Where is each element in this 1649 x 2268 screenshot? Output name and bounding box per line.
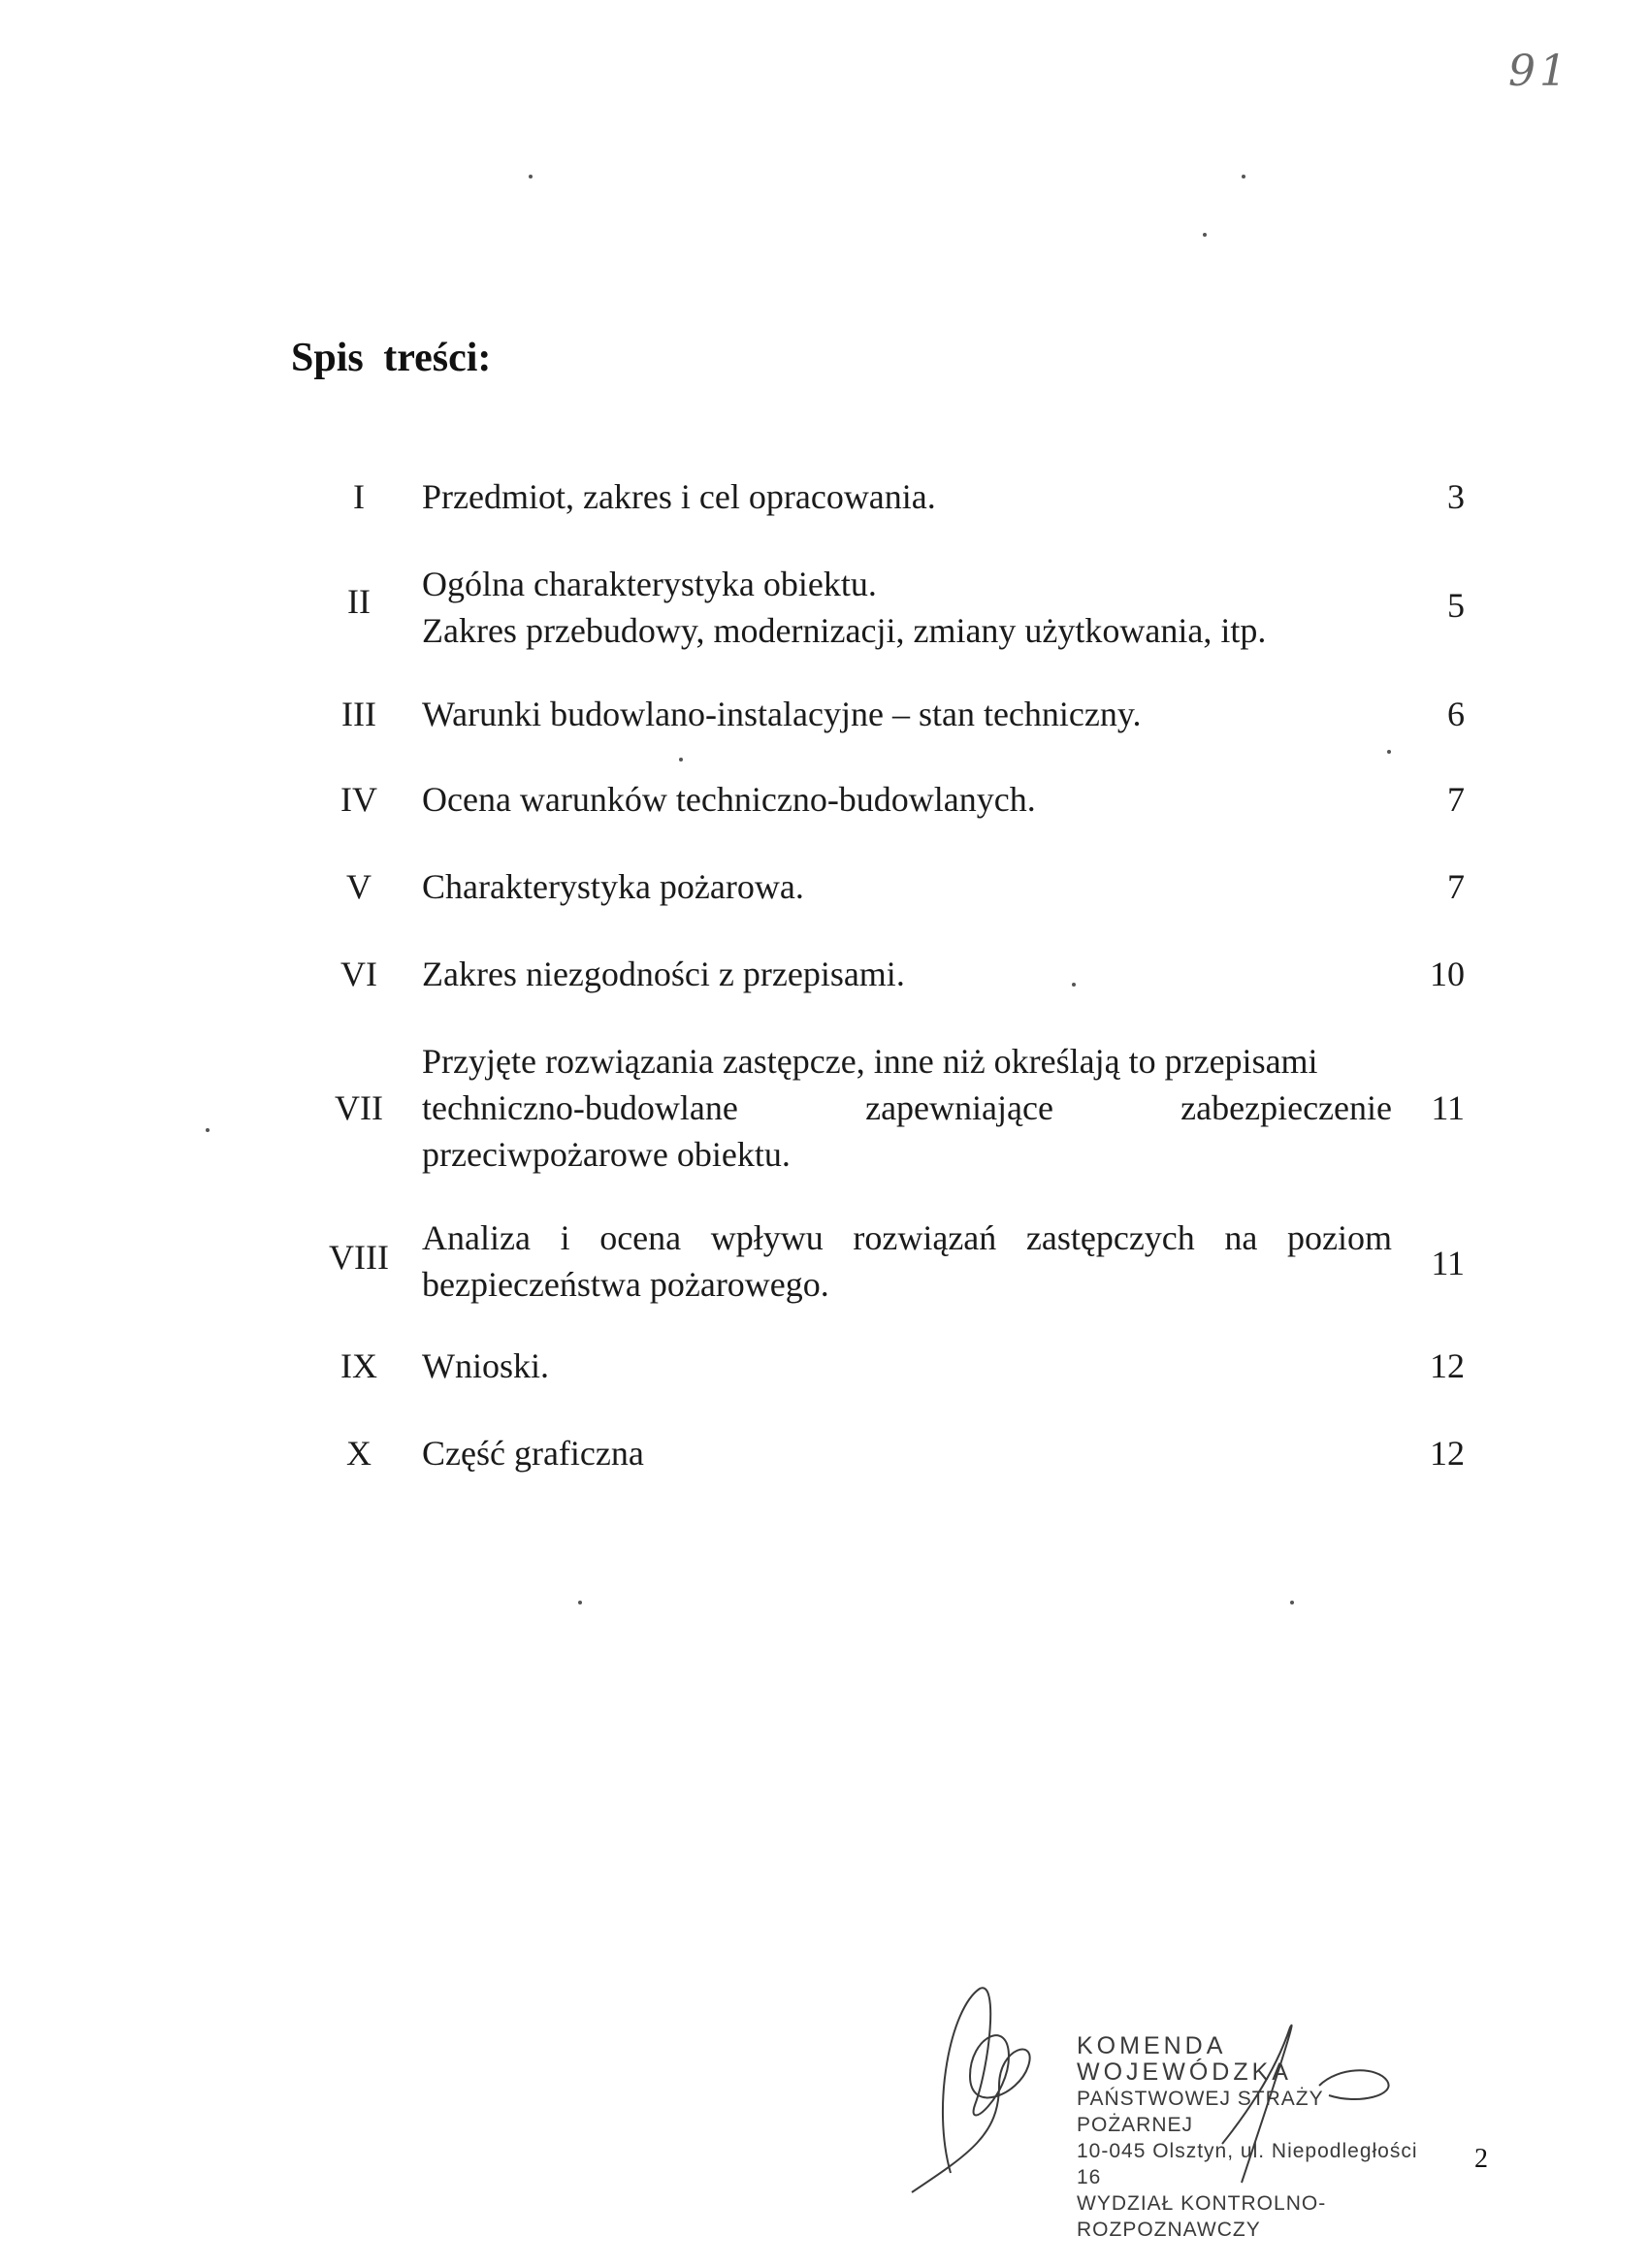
scan-speck: [578, 1601, 582, 1604]
toc-entry-page: 7: [1447, 867, 1465, 906]
scan-speck: [1242, 175, 1245, 178]
toc-entry-line: Część graficzna: [422, 1434, 644, 1473]
toc-entry-line: Ocena warunków techniczno-budowlanych.: [422, 780, 1036, 819]
scan-speck: [1290, 1601, 1294, 1604]
toc-entry-number: IV: [340, 780, 377, 819]
toc-entry-number: IX: [340, 1346, 377, 1385]
toc-entry-line: przeciwpożarowe obiektu.: [422, 1135, 791, 1174]
stamp-line: 10-045 Olsztyn, ul. Niepodległości 16: [1077, 2140, 1418, 2188]
toc-entry-line: Zakres przebudowy, modernizacji, zmiany użytkowania, itp.: [422, 611, 1267, 650]
toc-entry-page: 6: [1447, 695, 1465, 733]
scan-speck: [679, 758, 683, 761]
toc-entry-line: Zakres niezgodności z przepisami.: [422, 955, 905, 993]
toc-entry-line: Ogólna charakterystyka obiektu.: [422, 565, 877, 603]
toc-entry-line: techniczno-budowlane zapewniające zabezpieczenie: [422, 1088, 1392, 1127]
scan-speck: [1387, 750, 1391, 754]
toc-entry-title: [422, 1430, 1392, 1476]
toc-entry-title: [422, 1343, 1392, 1389]
toc-entry-line: Wnioski.: [422, 1346, 549, 1385]
handwritten-sheet-number: 91: [1508, 47, 1570, 96]
scan-speck: [1203, 233, 1207, 237]
toc-entry-number: II: [347, 582, 371, 621]
toc-entry-number: V: [346, 867, 372, 906]
toc-entry-number: VI: [340, 955, 377, 993]
toc-entry-line: Charakterystyka pożarowa.: [422, 867, 804, 906]
official-stamp: [1077, 2033, 1445, 2243]
toc-entry-line: Przyjęte rozwiązania zastępcze, inne niż określają to przepisami: [422, 1042, 1318, 1081]
toc-entry-page: 3: [1447, 477, 1465, 516]
toc-entry-number: VIII: [329, 1238, 389, 1277]
toc-entry-line: bezpieczeństwa pożarowego.: [422, 1265, 829, 1304]
toc-entry-page: 12: [1430, 1346, 1465, 1385]
toc-entry-line: Analiza i ocena wpływu rozwiązań zastępczych na poziom: [422, 1218, 1392, 1257]
toc-entry-number: I: [353, 477, 365, 516]
toc-entry-page: 11: [1431, 1088, 1465, 1127]
toc-entry-page: 10: [1430, 955, 1465, 993]
toc-entry-title: [422, 776, 1392, 823]
scan-speck: [529, 175, 533, 178]
toc-entry-page: 7: [1447, 780, 1465, 819]
toc-entry-title: [422, 951, 1392, 997]
toc-entry-number: VII: [335, 1088, 383, 1127]
toc-entry-title: [422, 1215, 1392, 1308]
toc-entry-title: [422, 863, 1392, 910]
toc-entry-title: [422, 1038, 1392, 1178]
scan-speck: [206, 1128, 210, 1132]
toc-entry-line: Przedmiot, zakres i cel opracowania.: [422, 477, 936, 516]
toc-entry-title: [422, 561, 1392, 654]
toc-title: Spis treści:: [291, 336, 492, 380]
toc-entry-number: X: [346, 1434, 372, 1473]
toc-entry-title: [422, 473, 1392, 520]
toc-entry-line: Warunki budowlano-instalacyjne – stan techniczny.: [422, 695, 1142, 733]
stamp-line: PAŃSTWOWEJ STRAŻY POŻARNEJ: [1077, 2088, 1324, 2136]
stamp-line: KOMENDA WOJEWÓDZKA: [1077, 2032, 1292, 2086]
stamp-line: WYDZIAŁ KONTROLNO-ROZPOZNAWCZY: [1077, 2192, 1327, 2241]
toc-entry-page: 11: [1431, 1244, 1465, 1282]
toc-entry-number: III: [341, 695, 376, 733]
page-number: 2: [1474, 2144, 1488, 2174]
toc-entry-page: 5: [1447, 586, 1465, 625]
toc-entry-page: 12: [1430, 1434, 1465, 1473]
scan-speck: [1072, 983, 1076, 987]
toc-entry-title: [422, 691, 1392, 737]
